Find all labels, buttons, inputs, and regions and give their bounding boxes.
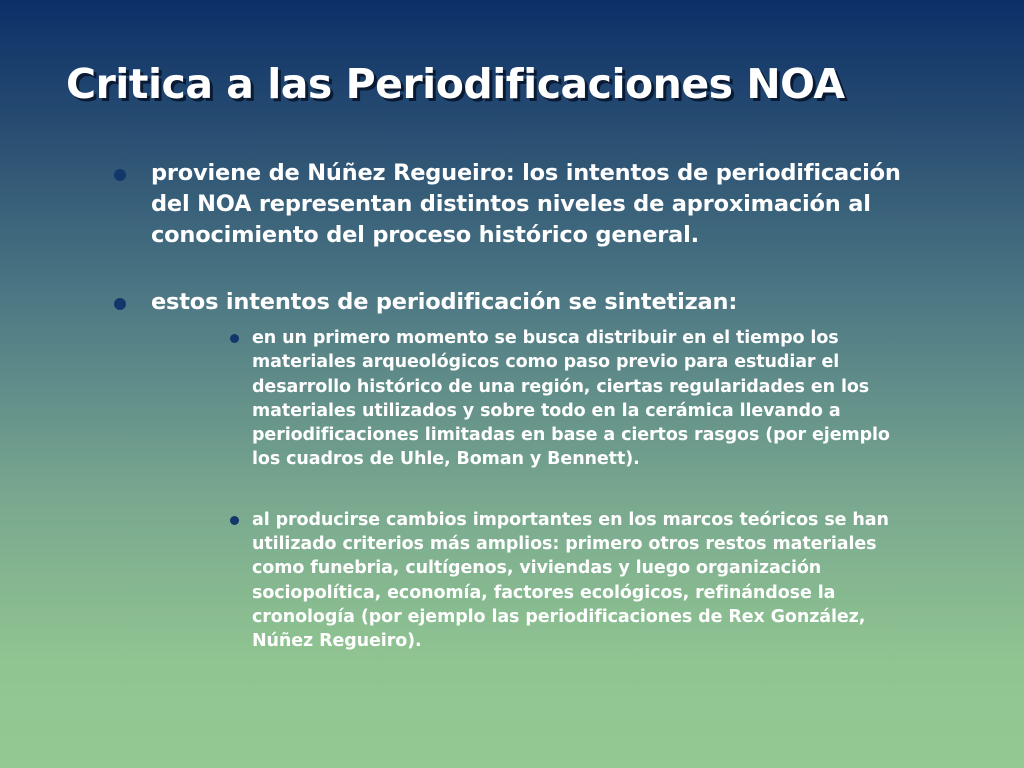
bullet-text: proviene de Núñez Regueiro: los intentos de periodificación del NOA representan distintos niveles de aproximación al conocimiento del proceso histórico general. <box>151 160 901 248</box>
sub-bullet-list <box>230 326 920 654</box>
sub-bullet-dot-icon <box>230 516 239 525</box>
slide-title: Critica a las Periodificaciones NOA <box>66 60 845 108</box>
bullet-item <box>112 287 912 654</box>
bullet-item <box>112 158 912 251</box>
sub-bullet-text: en un primero momento se busca distribuir en el tiempo los materiales arqueológicos como paso previo para estudiar el desarrollo histórico de una región, ciertas regularidades en los materiales utilizados y sobre todo en la cerámica llevando a periodificaciones limitadas en base a ciertos rasgos (por ejemplo los cuadros de Uhle, Boman y Bennett). <box>252 328 890 470</box>
bullet-list <box>112 158 912 654</box>
sub-bullet-item <box>230 508 920 654</box>
bullet-dot-icon <box>114 169 126 181</box>
sub-bullet-dot-icon <box>230 334 239 343</box>
sub-bullet-text: al producirse cambios importantes en los marcos teóricos se han utilizado criterios más amplios: primero otros restos materiales como funebria, cultígenos, viviendas y luego organización sociopolítica, economía, factores ecológicos, refinándose la cronología (por ejemplo las periodificaciones de Rex González, Núñez Regueiro). <box>252 509 889 652</box>
bullet-text: estos intentos de periodificación se sintetizan: <box>151 289 738 315</box>
sub-bullet-item <box>230 326 920 472</box>
bullet-dot-icon <box>114 298 126 310</box>
